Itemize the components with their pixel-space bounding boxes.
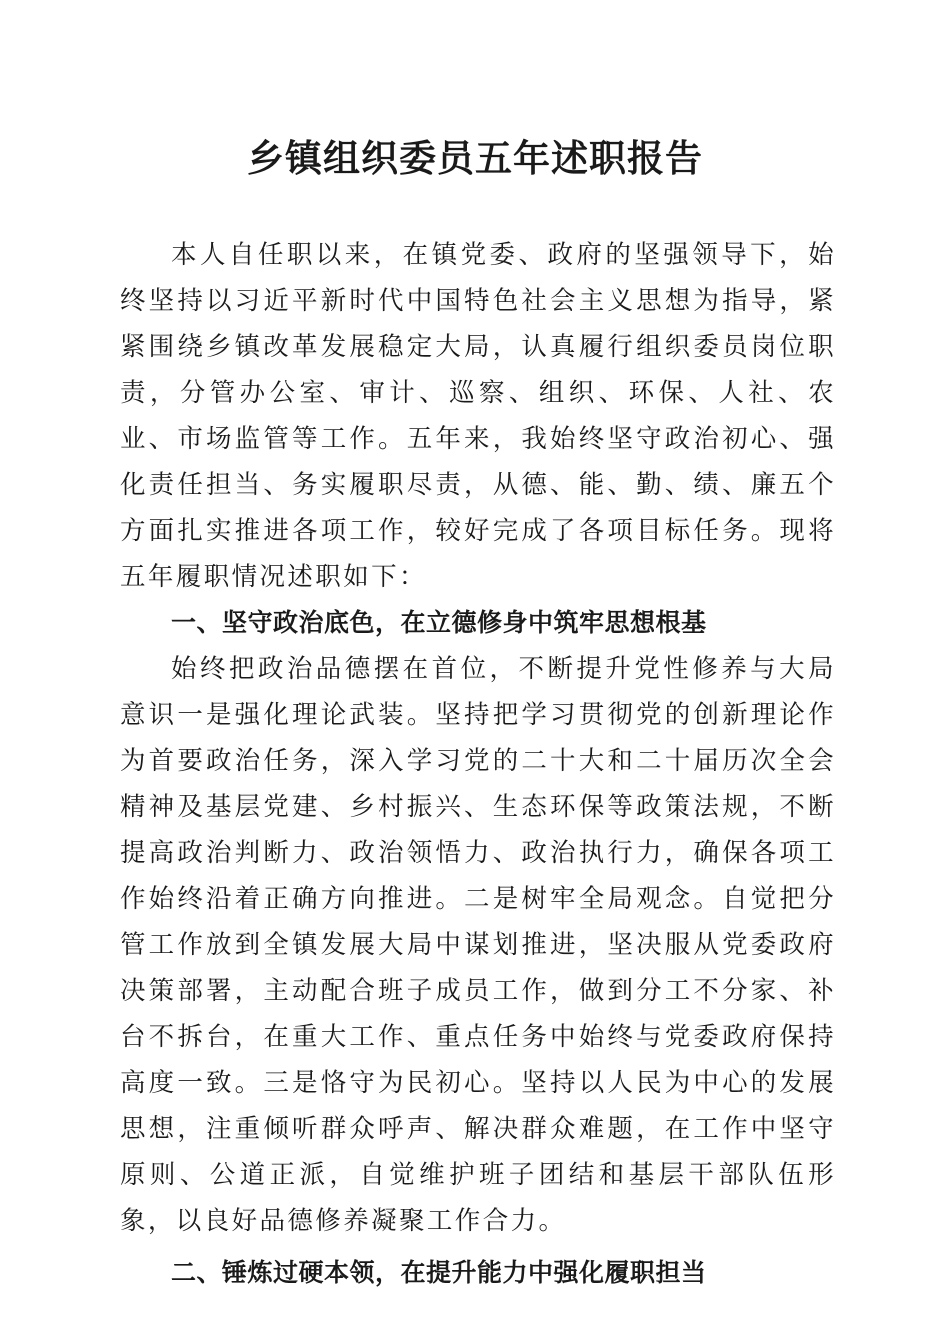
intro-paragraph: 本人自任职以来，在镇党委、政府的坚强领导下，始终坚持以习近平新时代中国特色社会主义思想为指导，紧紧围绕乡镇改革发展稳定大局，认真履行组织委员岗位职责，分管办公室、审计、巡察、组织、环保、人社、农业、市场监管等工作。五年来，我始终坚守政治初心、强化责任担当、务实履职尽责，从德、能、勤、绩、廉五个方面扎实推进各项工作，较好完成了各项目标任务。现将五年履职情况述职如下： bbox=[120, 240, 836, 592]
document-title: 乡镇组织委员五年述职报告 bbox=[247, 136, 703, 180]
section-1-paragraph: 始终把政治品德摆在首位，不断提升党性修养与大局意识一是强化理论武装。坚持把学习贯彻党的创新理论作为首要政治任务，深入学习党的二十大和二十届历次全会精神及基层党建、乡村振兴、生态环保等政策法规，不断提高政治判断力、政治领悟力、政治执行力，确保各项工作始终沿着正确方向推进。二是树牢全局观念。自觉把分管工作放到全镇发展大局中谋划推进，坚决服从党委政府决策部署，主动配合班子成员工作，做到分工不分家、补台不拆台，在重大工作、重点任务中始终与党委政府保持高度一致。三是恪守为民初心。坚持以人民为中心的发展思想，注重倾听群众呼声、解决群众难题，在工作中坚守原则、公道正派，自觉维护班子团结和基层干部队伍形象，以良好品德修养凝聚工作合力。 bbox=[120, 654, 836, 1236]
section-2-heading: 二、锤炼过硬本领，在提升能力中强化履职担当 bbox=[171, 1258, 707, 1287]
section-1-heading: 一、坚守政治底色，在立德修身中筑牢思想根基 bbox=[171, 608, 707, 637]
document-body bbox=[120, 232, 836, 1296]
